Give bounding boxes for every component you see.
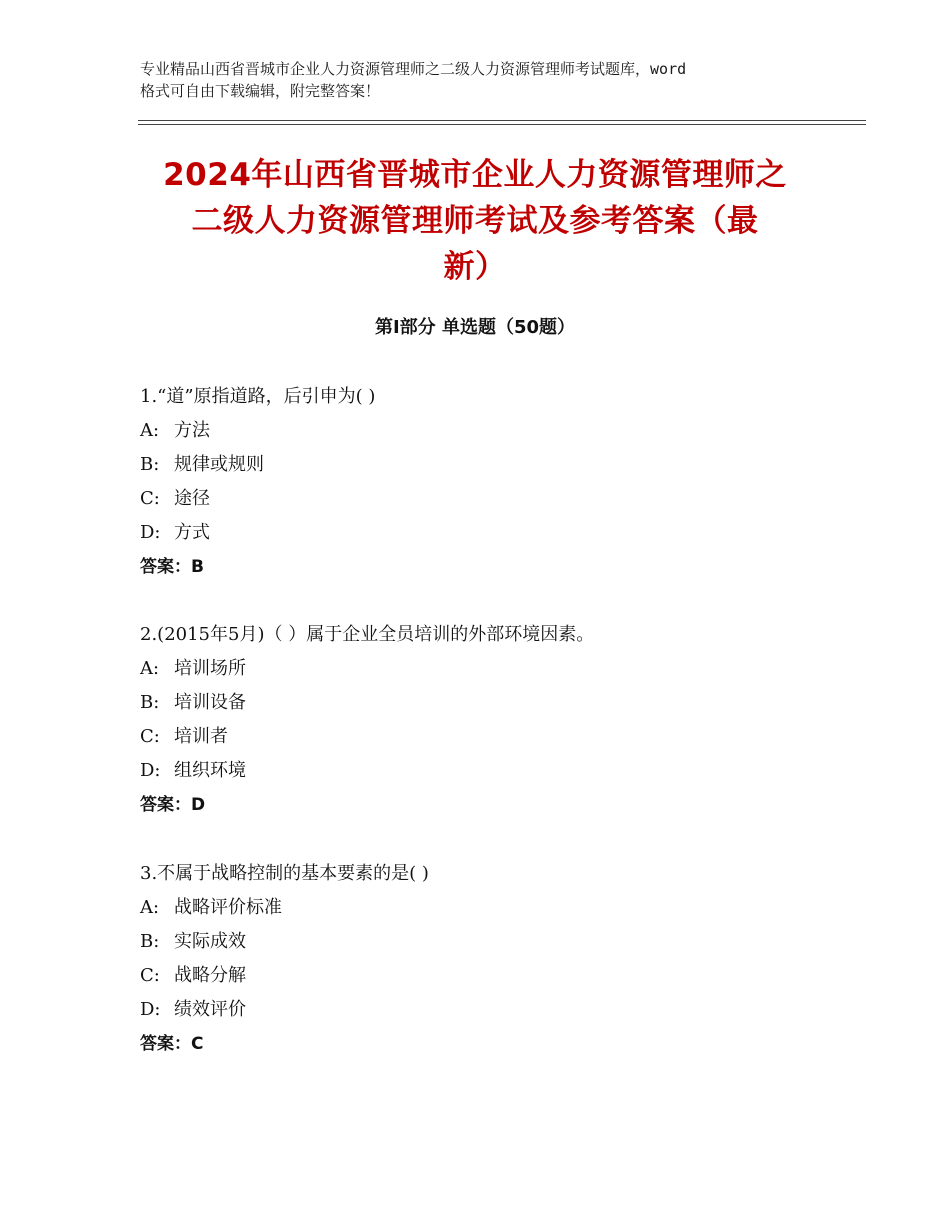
option-label: D: <box>140 760 161 781</box>
document-title <box>140 152 810 290</box>
document-title-line-3: 新） <box>443 249 507 285</box>
option-label: A: <box>140 658 160 679</box>
option-label: A: <box>140 420 160 441</box>
option-label: C: <box>140 726 160 747</box>
option-a <box>140 652 820 686</box>
section-heading: 第Ⅰ部分 单选题（50题） <box>374 317 575 338</box>
option-label: D: <box>140 522 161 543</box>
answer: 答案：B <box>140 557 204 577</box>
option-label: D: <box>140 999 161 1020</box>
option-text: 培训者 <box>174 726 228 747</box>
header-note-line-2: 格式可自由下载编辑，附完整答案！ <box>140 82 381 100</box>
document-title-line-2: 二级人力资源管理师考试及参考答案（最 <box>191 203 759 239</box>
option-a <box>140 891 820 925</box>
option-label: A: <box>140 897 160 918</box>
option-b <box>140 925 820 959</box>
option-label: B: <box>140 454 160 475</box>
answer: 答案：D <box>140 795 206 815</box>
option-text: 战略评价标准 <box>174 897 282 918</box>
question-stem: 3.不属于战略控制的基本要素的是( ) <box>140 863 429 884</box>
question-3 <box>140 857 820 1061</box>
option-d <box>140 516 820 550</box>
option-c <box>140 720 820 754</box>
option-text: 实际成效 <box>174 931 246 952</box>
question-2 <box>140 618 820 822</box>
answer: 答案：C <box>140 1034 204 1054</box>
option-label: B: <box>140 692 160 713</box>
option-b <box>140 448 820 482</box>
option-text: 组织环境 <box>174 760 246 781</box>
option-label: C: <box>140 488 160 509</box>
option-d <box>140 754 820 788</box>
option-c <box>140 482 820 516</box>
option-text: 培训设备 <box>174 692 246 713</box>
option-a <box>140 414 820 448</box>
option-b <box>140 686 820 720</box>
question-stem: 1.“道”原指道路，后引申为( ) <box>140 386 376 407</box>
option-text: 方式 <box>174 522 210 543</box>
option-text: 绩效评价 <box>174 999 246 1020</box>
option-c <box>140 959 820 993</box>
header-divider-thin <box>138 124 866 125</box>
header-note <box>140 58 820 102</box>
option-text: 方法 <box>174 420 210 441</box>
option-label: B: <box>140 931 160 952</box>
option-text: 战略分解 <box>174 965 246 986</box>
question-1 <box>140 380 820 584</box>
header-note-line-1: 专业精品山西省晋城市企业人力资源管理师之二级人力资源管理师考试题库，word <box>140 60 687 78</box>
header-divider-thick <box>138 120 866 121</box>
option-text: 培训场所 <box>174 658 246 679</box>
option-text: 途径 <box>174 488 210 509</box>
question-stem: 2.(2015年5月)（ ）属于企业全员培训的外部环境因素。 <box>140 624 595 645</box>
option-text: 规律或规则 <box>174 454 264 475</box>
option-d <box>140 993 820 1027</box>
document-title-line-1: 2024年山西省晋城市企业人力资源管理师之 <box>163 157 787 193</box>
option-label: C: <box>140 965 160 986</box>
